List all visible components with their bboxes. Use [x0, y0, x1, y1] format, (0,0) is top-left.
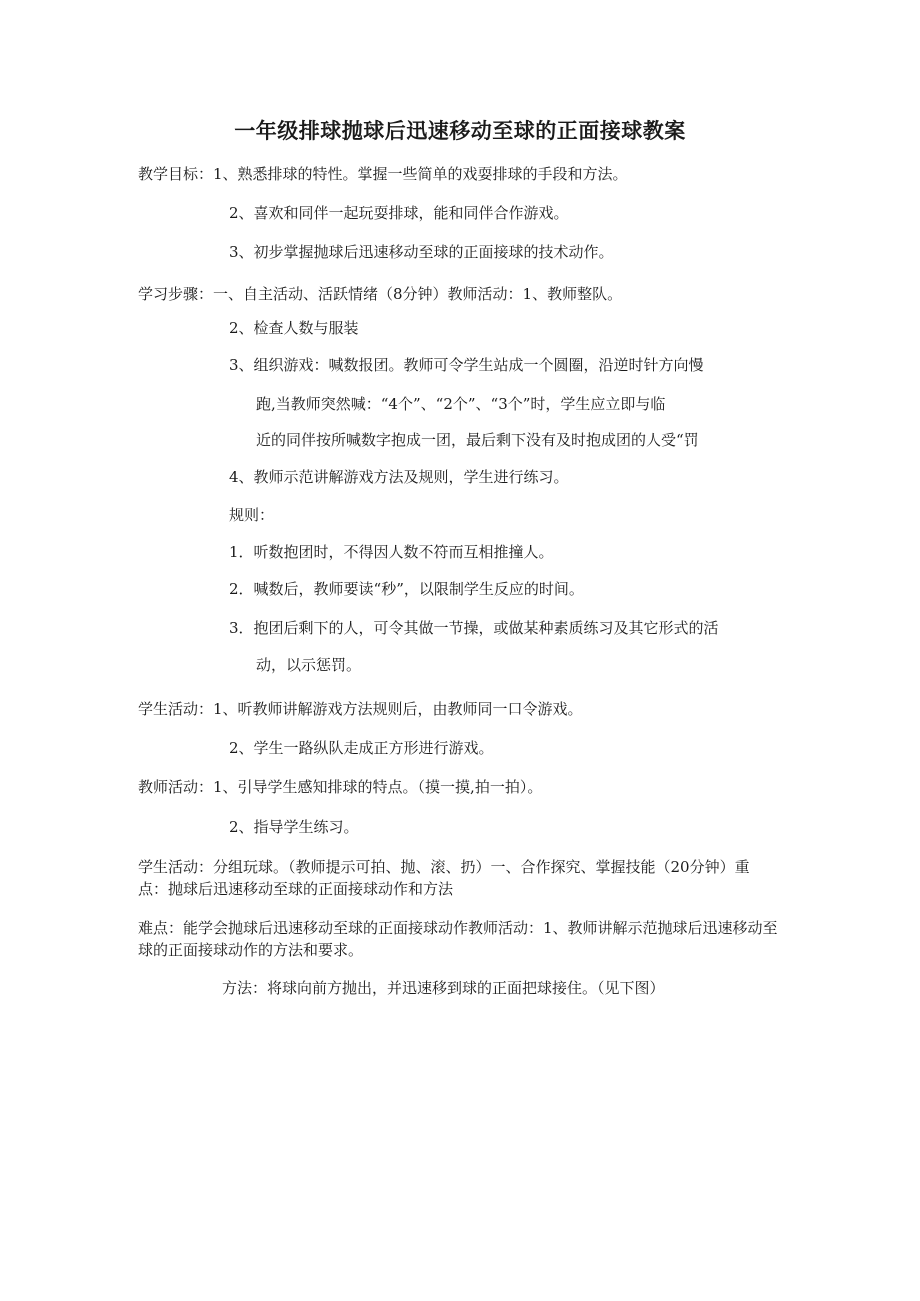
step-4: 4、教师示范讲解游戏方法及规则，学生进行练习。 [229, 468, 569, 486]
steps-label: 学习步骤： [138, 285, 214, 303]
goals-line-1 [138, 163, 628, 185]
step-3-line-1: 3、组织游戏：喊数报团。教师可令学生站成一个圆圈，沿逆时针方向慢 [229, 356, 704, 374]
rule-3-line-1: 3．抱团后剩下的人，可令其做一节操，或做某种素质练习及其它形式的活 [229, 619, 719, 637]
student-activity-1: 学生活动：1、听教师讲解游戏方法规则后，由教师同一口令游戏。 [138, 700, 583, 718]
goal-2: 2、喜欢和同伴一起玩耍排球，能和同伴合作游戏。 [229, 204, 569, 222]
student-activity-2: 2、学生一路纵队走成正方形进行游戏。 [229, 739, 494, 757]
method-text: 方法：将球向前方抛出，并迅速移到球的正面把球接住。（见下图） [222, 979, 665, 997]
rule-3-line-2: 动，以示惩罚。 [256, 656, 362, 674]
rule-2: 2．喊数后，教师要读“秒”，以限制学生反应的时间。 [229, 580, 584, 598]
document-title: 一年级排球抛球后迅速移动至球的正面接球教案 [234, 119, 686, 143]
step-3-line-2: 跑,当教师突然喊：“4个”、“2个”、“3个”时，学生应立即与临 [256, 395, 666, 413]
rule-1: 1．听数抱团时，不得因人数不符而互相推撞人。 [229, 543, 554, 561]
student-activity-group: 学生活动：分组玩球。（教师提示可拍、抛、滚、扔）一、合作探究、掌握技能（20分钟）重点：抛球后迅速移动至球的正面接球动作和方法 [138, 858, 750, 898]
step-3-line-3: 近的同伴按所喊数字抱成一团，最后剩下没有及时抱成团的人受“罚 [256, 431, 699, 449]
goal-3: 3、初步掌握抛球后迅速移动至球的正面接球的技术动作。 [229, 243, 614, 261]
teacher-activity-1: 教师活动：1、引导学生感知排球的特点。（摸一摸,拍一拍）。 [138, 778, 543, 796]
rules-label: 规则： [229, 506, 275, 524]
goals-label: 教学目标： [138, 165, 214, 183]
steps-line-1 [138, 283, 622, 305]
teacher-activity-2: 2、指导学生练习。 [229, 818, 359, 836]
step-1: 一、自主活动、活跃情绪（8分钟）教师活动：1、教师整队。 [213, 285, 623, 303]
difficulty-text: 难点：能学会抛球后迅速移动至球的正面接球动作教师活动：1、教师讲解示范抛球后迅速移动至球的正面接球动作的方法和要求。 [138, 919, 778, 959]
goal-1: 1、熟悉排球的特性。掌握一些简单的戏耍排球的手段和方法。 [213, 165, 628, 183]
step-2: 2、检查人数与服装 [229, 319, 359, 337]
